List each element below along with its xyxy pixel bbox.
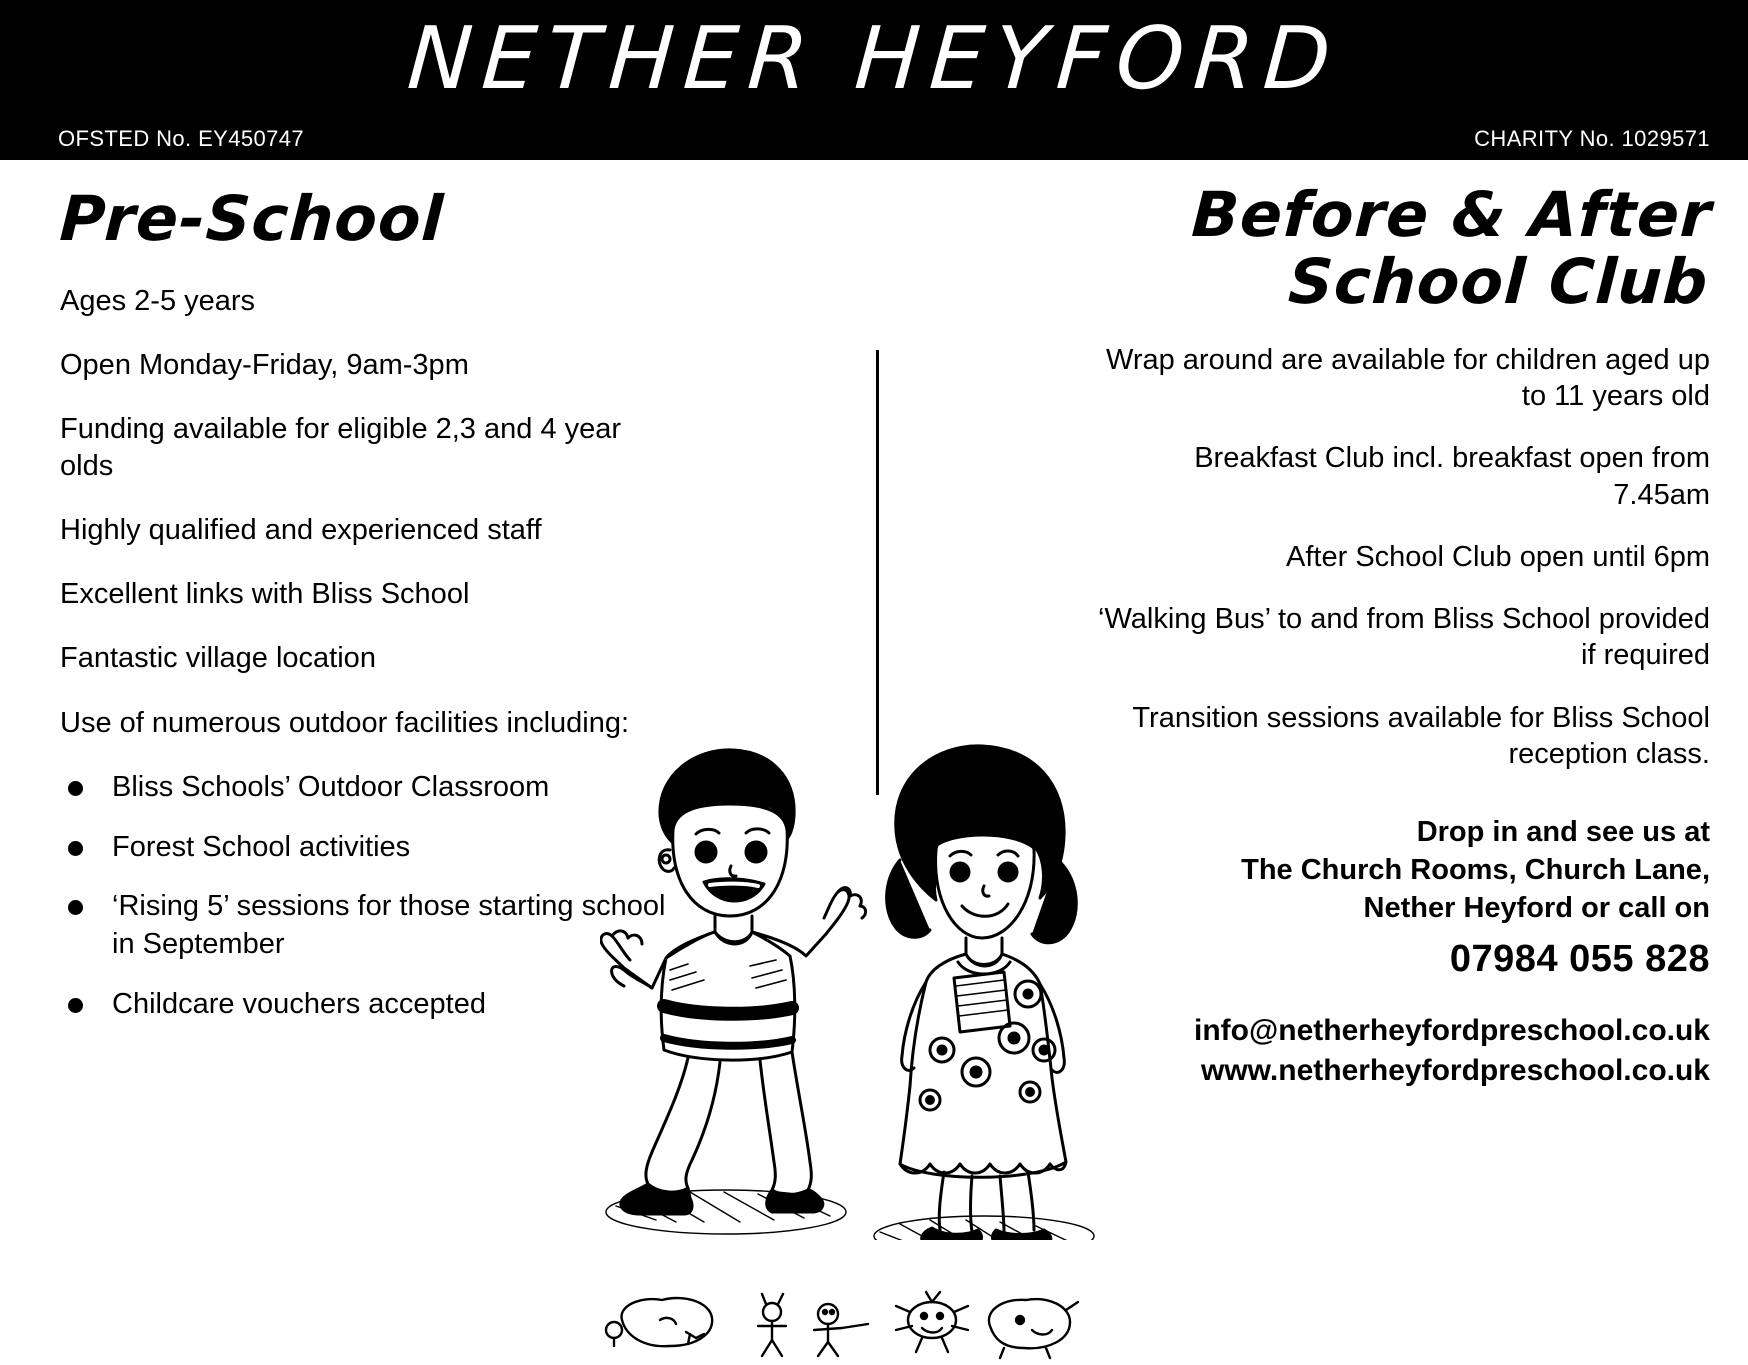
preschool-line: Open Monday-Friday, 9am-3pm: [60, 349, 469, 382]
list-item: Forest School activities: [60, 829, 680, 867]
contact-address: [1090, 814, 1710, 984]
ofsted-number: OFSTED No. EY450747: [58, 126, 305, 151]
club-heading: [1086, 178, 1714, 318]
club-column: [1090, 178, 1714, 1092]
phone-number[interactable]: 07984 055 828: [1449, 938, 1710, 981]
charity-number: CHARITY No. 1029571: [1474, 126, 1710, 151]
contact-line: The Church Rooms, Church Lane,: [1241, 853, 1710, 886]
preschool-column: [58, 182, 680, 1045]
page-content: [0, 160, 1748, 1240]
preschool-line: Excellent links with Bliss School: [60, 578, 470, 611]
list-item: Childcare vouchers accepted: [60, 986, 680, 1024]
child-doodles: [600, 1290, 1140, 1360]
preschool-line: Ages 2-5 years: [60, 284, 256, 317]
page-header: [0, 0, 1748, 160]
website-url[interactable]: www.netherheyfordpreschool.co.uk: [1201, 1054, 1710, 1088]
preschool-heading: Pre-School: [58, 182, 446, 255]
club-heading-line1: Before & After: [1189, 178, 1714, 251]
contact-line: Drop in and see us at: [1416, 816, 1710, 849]
email-address[interactable]: info@netherheyfordpreschool.co.uk: [1194, 1013, 1710, 1047]
page-title: NETHER HEYFORD: [404, 9, 1344, 109]
preschool-bullet-list: [60, 769, 680, 1023]
club-line: Transition sessions available for Bliss School reception class.: [1132, 701, 1710, 770]
club-line: ‘Walking Bus’ to and from Bliss School provided if required: [1098, 603, 1710, 672]
children-illustration: [600, 720, 1140, 1240]
preschool-line: Fantastic village location: [60, 642, 376, 675]
list-item: ‘Rising 5’ sessions for those starting school in September: [60, 888, 680, 963]
club-line: Breakfast Club incl. breakfast open from 7.45am: [1194, 442, 1710, 511]
club-line: After School Club open until 6pm: [1286, 540, 1710, 573]
contact-line: Nether Heyford or call on: [1363, 891, 1710, 924]
club-heading-line2: School Club: [1286, 244, 1711, 318]
preschool-line: Funding available for eligible 2,3 and 4 year olds: [60, 413, 622, 482]
preschool-line: Highly qualified and experienced staff: [60, 513, 542, 546]
online-contact: [1090, 1011, 1710, 1092]
preschool-line: Use of numerous outdoor facilities including:: [60, 706, 630, 739]
list-item: Bliss Schools’ Outdoor Classroom: [60, 769, 680, 807]
club-line: Wrap around are available for children aged up to 11 years old: [1105, 343, 1710, 413]
